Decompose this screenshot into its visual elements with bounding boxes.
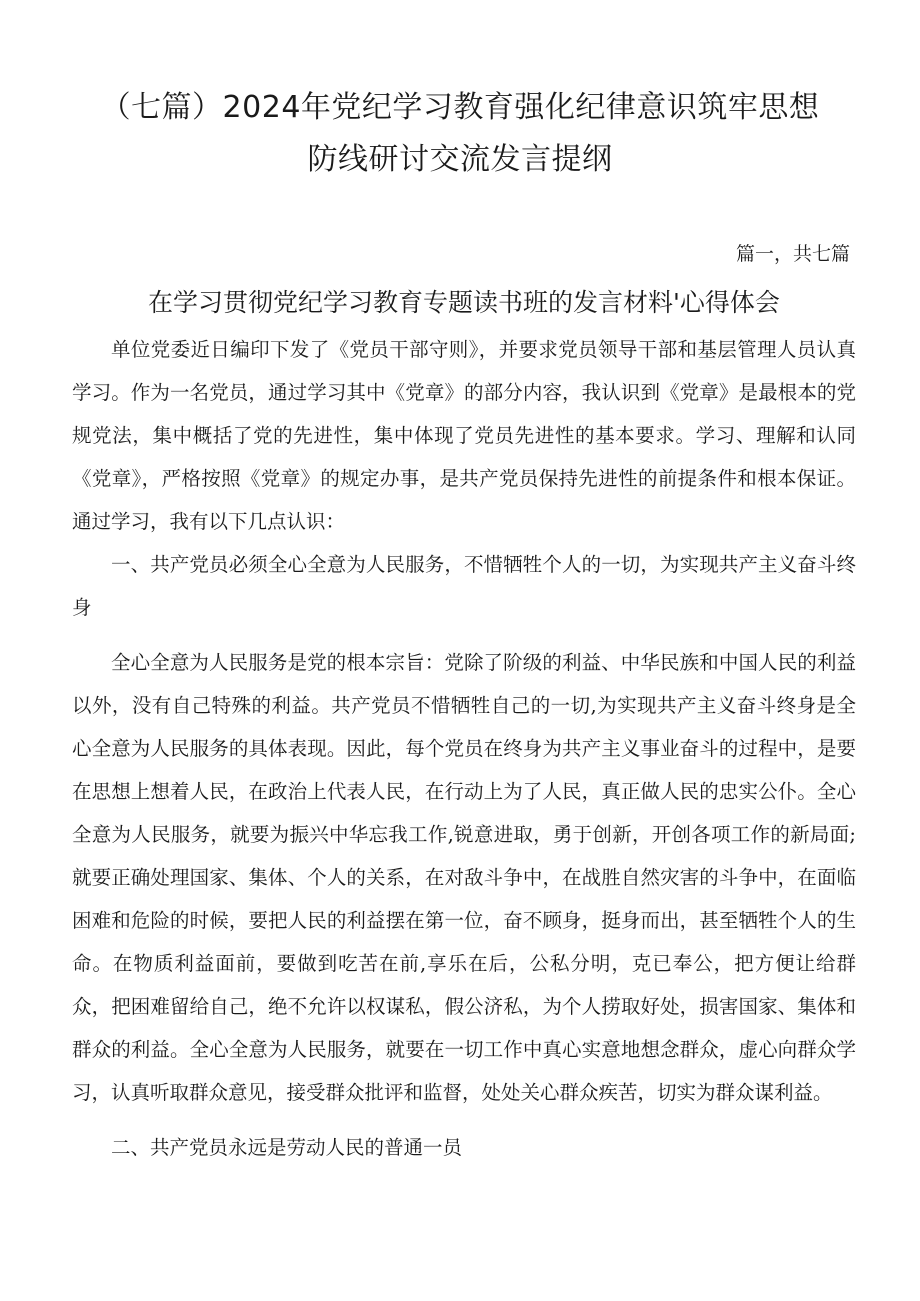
paragraph-intro: 单位党委近日编印下发了《党员干部守则》，并要求党员领导干部和基层管理人员认真学习。作为一名党员，通过学习其中《党章》的部分内容，我认识到《党章》是最根本的党规党法，集中概括了党的先进性，集中体现了党员先进性的基本要求。学习、理解和认同《党章》，严格按照《党章》的规定办事，是共产党员保持先进性的前提条件和根本保证。通过学习，我有以下几点认识： xyxy=(72,338,856,533)
paragraph-body-1: 全心全意为人民服务是党的根本宗旨：党除了阶级的利益、中华民族和中国人民的利益以外，没有自己特殊的利益。共产党员不惜牺牲自己的一切,为实现共产主义奋斗终身是全心全意为人民服务的具体表现。因此，每个党员在终身为共产主义事业奋斗的过程中，是要在思想上想着人民，在政治上代表人民，在行动上为了人民，真正做人民的忠实公仆。全心全意为人民服务，就要为振兴中华忘我工作,锐意进取，勇于创新，开创各项工作的新局面;就要正确处理国家、集体、个人的关系，在对敌斗争中，在战胜自然灾害的斗争中，在面临困难和危险的时候，要把人民的利益摆在第一位，奋不顾身，挺身而出，甚至牺牲个人的生命。在物质利益面前，要做到吃苦在前,享乐在后，公私分明，克已奉公，把方便让给群众，把困难留给自己，绝不允许以权谋私，假公济私，为个人捞取好处，损害国家、集体和群众的利益。全心全意为人民服务，就要在一切工作中真心实意地想念群众，虚心向群众学习，认真听取群众意见，接受群众批评和监督，处处关心群众疾苦，切实为群众谋利益。 xyxy=(72,651,856,1104)
paragraph-heading-2: 二、共产党员永远是劳动人民的普通一员 xyxy=(111,1136,463,1159)
part-label: 篇一，共七篇 xyxy=(735,243,850,265)
section-title: 在学习贯彻党纪学习教育专题读书班的发言材料'心得体会 xyxy=(148,288,780,317)
document-title-line-2: 防线研讨交流发言提纲 xyxy=(307,142,613,177)
body-text xyxy=(72,328,856,1169)
paragraph-heading-1: 一、共产党员必须全心全意为人民服务，不惜牺牲个人的一切，为实现共产主义奋斗终身 xyxy=(72,553,856,619)
document-title-line-1: （七篇）2024年党纪学习教育强化纪律意识筑牢思想 xyxy=(100,90,820,125)
